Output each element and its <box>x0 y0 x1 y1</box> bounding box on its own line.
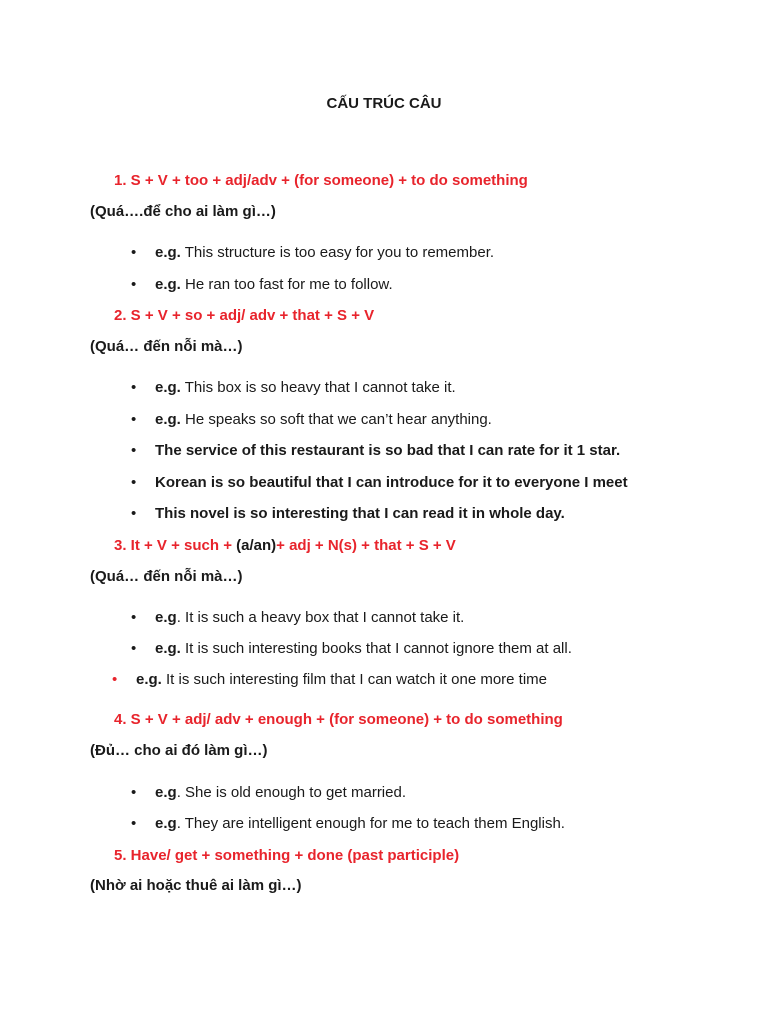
list-item: • Korean is so beautiful that I can introduce for it to everyone I meet <box>131 474 628 491</box>
bullet-icon: • <box>131 505 137 522</box>
section-3-meaning: (Quá… đến nỗi mà…) <box>90 568 243 585</box>
bullet-icon: • <box>131 815 137 832</box>
section-2-meaning: (Quá… đến nỗi mà…) <box>90 338 243 355</box>
bullet-icon: • <box>131 784 137 801</box>
bullet-icon: • <box>131 609 137 626</box>
section-5-meaning: (Nhờ ai hoặc thuê ai làm gì…) <box>90 877 302 894</box>
section-4-heading: 4. S + V + adj/ adv + enough + (for someone) + to do something <box>114 711 563 728</box>
section-5-heading: 5. Have/ get + something + done (past participle) <box>114 847 460 864</box>
list-item: • e.g. They are intelligent enough for me to teach them English. <box>131 815 565 832</box>
list-item: • e.g. This box is so heavy that I cannot take it. <box>131 379 456 396</box>
bullet-icon: • <box>131 442 137 459</box>
list-item: • The service of this restaurant is so bad that I can rate for it 1 star. <box>131 442 621 459</box>
list-item: • This novel is so interesting that I can read it in whole day. <box>131 505 565 522</box>
bullet-icon: • <box>131 276 137 293</box>
bullet-icon: • <box>131 640 137 657</box>
section-3-heading: 3. It + V + such + (a/an)+ adj + N(s) + that + S + V <box>114 537 456 554</box>
bullet-icon: • <box>131 474 137 491</box>
section-4-meaning: (Đủ… cho ai đó làm gì…) <box>90 742 268 759</box>
list-item: • e.g. She is old enough to get married. <box>131 784 406 801</box>
bullet-icon: • <box>112 671 118 688</box>
bullet-icon: • <box>131 244 137 261</box>
list-item: • e.g. It is such interesting books that I cannot ignore them at all. <box>131 640 572 657</box>
page-title: CẤU TRÚC CÂU <box>326 95 442 112</box>
section-2-heading: 2. S + V + so + adj/ adv + that + S + V <box>114 307 375 324</box>
list-item: • e.g. It is such a heavy box that I cannot take it. <box>131 609 465 626</box>
bullet-icon: • <box>131 379 137 396</box>
section-1-meaning: (Quá….để cho ai làm gì…) <box>90 203 276 220</box>
list-item: • e.g. He speaks so soft that we can’t hear anything. <box>131 411 492 428</box>
list-item: • e.g. This structure is too easy for you to remember. <box>131 244 495 261</box>
list-item: • e.g. He ran too fast for me to follow. <box>131 276 393 293</box>
section-1-heading: 1. S + V + too + adj/adv + (for someone) + to do something <box>114 172 528 189</box>
bullet-icon: • <box>131 411 137 428</box>
list-item: • e.g. It is such interesting film that I can watch it one more time <box>112 671 548 688</box>
